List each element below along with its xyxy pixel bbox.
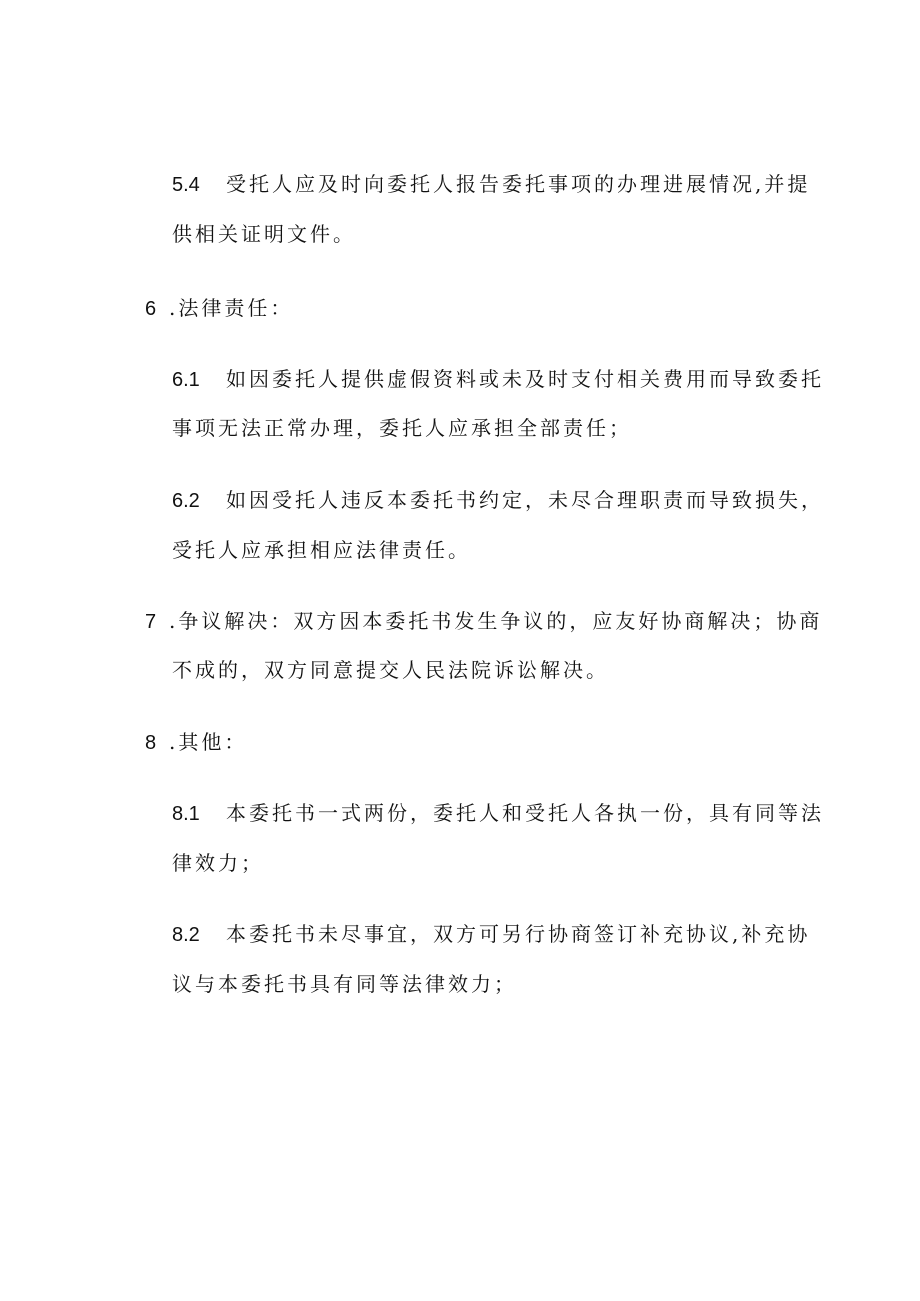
clause-8-2-line1 [172,921,810,949]
section-number: 6 [145,298,157,320]
clause-number: 5.4 [172,174,200,196]
clause-6-2-line1 [172,487,824,515]
clause-5-4-line2: 供相关证明文件。 [172,222,356,246]
section-7-line1 [145,608,822,636]
section-7-line2: 不成的，双方同意提交人民法院诉讼解决。 [172,658,609,682]
clause-number: 6.1 [172,369,200,391]
clause-8-1-line1 [172,800,824,828]
clause-6-2-line2: 受托人应承担相应法律责任。 [172,538,471,562]
clause-text: 如因受托人违反本委托书约定，未尽合理职责而导致损失， [226,488,824,512]
section-title: .其他： [169,730,248,754]
clause-text: 受托人应及时向委托人报告委托事项的办理进展情况,并提 [226,172,811,196]
clause-text: 如因委托人提供虚假资料或未及时支付相关费用而导致委托 [226,367,824,391]
clause-6-1-line1 [172,366,824,394]
section-number: 7 [145,611,157,633]
clause-6-1-line2: 事项无法正常办理，委托人应承担全部责任； [172,416,632,440]
section-text: .争议解决：双方因本委托书发生争议的，应友好协商解决；协商 [169,609,823,633]
clause-5-4-line1 [172,171,810,199]
clause-number: 8.1 [172,803,200,825]
clause-number: 6.2 [172,490,200,512]
clause-text: 本委托书一式两份，委托人和受托人各执一份，具有同等法 [226,801,824,825]
clause-text: 本委托书未尽事宜，双方可另行协商签订补充协议,补充协 [226,922,811,946]
section-number: 8 [145,732,157,754]
section-6-heading [145,295,293,323]
section-8-heading [145,729,247,757]
clause-8-2-line2: 议与本委托书具有同等法律效力； [172,972,517,996]
section-title: .法律责任： [169,296,294,320]
clause-8-1-line2: 律效力； [172,851,264,875]
clause-number: 8.2 [172,924,200,946]
